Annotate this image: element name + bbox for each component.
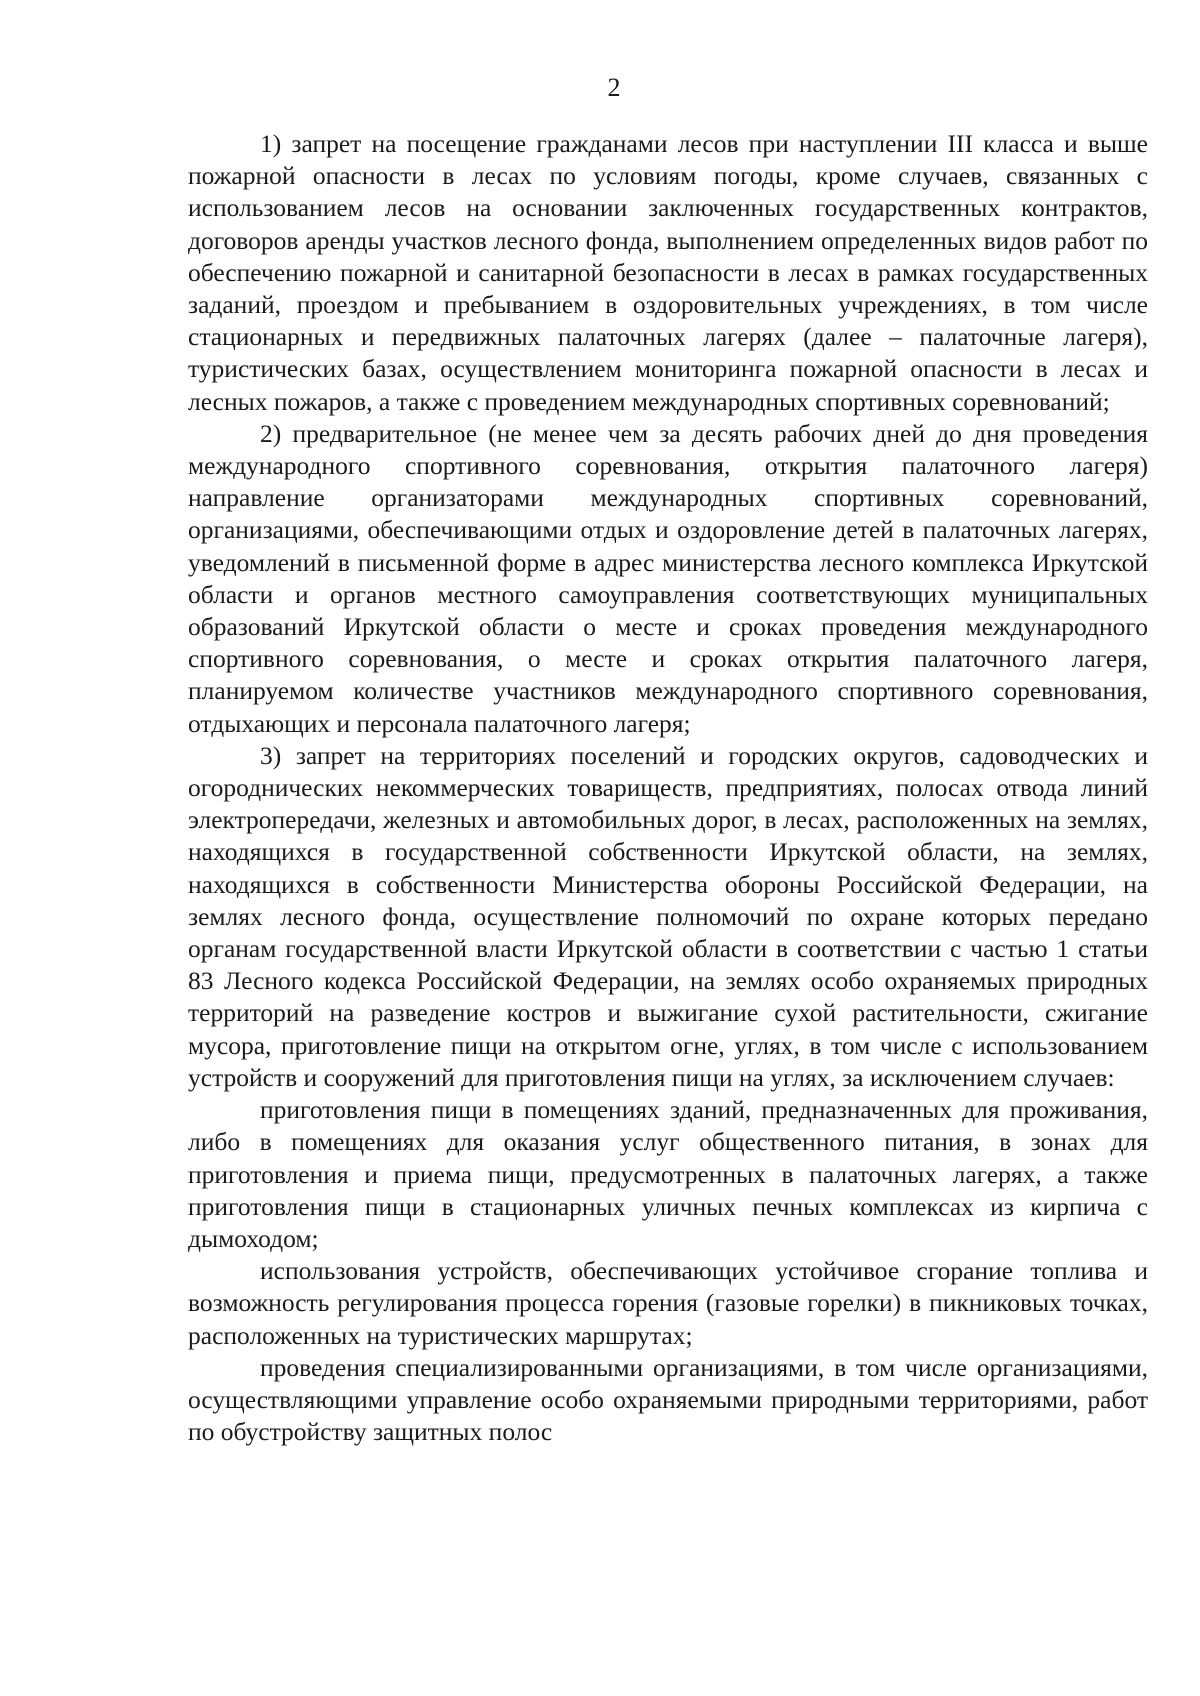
paragraph-exception-burners: использования устройств, обеспечивающих устойчивое сгорание топлива и возможность регулирования процесса горения (газовые горелки) в пикниковых точках, расположенных на туристических маршрутах; [188,1256,1148,1350]
page-number: 2 [607,73,621,102]
paragraph-item-2: 2) предварительное (не менее чем за десять рабочих дней до дня проведения международного спортивного соревнования, открытия палаточного лагеря) направление организаторами международных спортивных соревнований, организациями, обеспечивающими отдых и оздоровление детей в палаточных лагерях, уведомлений в письменной форме в адрес министерства лесного комплекса Иркутской области и органов местного самоуправления соответствующих муниципальных образований Иркутской области о месте и сроках проведения международного спортивного соревнования, о месте и сроках открытия палаточного лагеря, планируемом количестве участников международного спортивного соревнования, отдыхающих и персонала палаточного лагеря; [188,418,1148,738]
document-body [188,128,1148,1448]
paragraph-item-1: 1) запрет на посещение гражданами лесов при наступлении III класса и выше пожарной опасности в лесах по условиям погоды, кроме случаев, связанных с использованием лесов на основании заключенных государственных контрактов, договоров аренды участков лесного фонда, выполнением определенных видов работ по обеспечению пожарной и санитарной безопасности в лесах в рамках государственных заданий, проездом и пребыванием в оздоровительных учреждениях, в том числе стационарных и передвижных палаточных лагерях (далее – палаточные лагеря), туристических базах, осуществлением мониторинга пожарной опасности в лесах и лесных пожаров, а также с проведением международных спортивных соревнований; [188,129,1148,416]
paragraph-exception-protective-strips: проведения специализированными организациями, в том числе организациями, осуществляющими управление особо охраняемыми природными территориями, работ по обустройству защитных полос [188,1352,1148,1447]
paragraph-item-3: 3) запрет на территориях поселений и городских округов, садоводческих и огороднических некоммерческих товариществ, предприятиях, полосах отвода линий электропередачи, железных и автомобильных дорог, в лесах, расположенных на землях, находящихся в государственной собственности Иркутской области, на землях, находящихся в собственности Министерства обороны Российской Федерации, на землях лесного фонда, осуществление полномочий по охране которых передано органам государственной власти Иркутской области в соответствии с частью 1 статьи 83 Лесного кодекса Российской Федерации, на землях особо охраняемых природных территорий на разведение костров и выжигание сухой растительности, сжигание мусора, приготовление пищи на открытом огне, углях, в том числе с использованием устройств и сооружений для приготовления пищи на углях, за исключением случаев: [188,740,1148,1092]
paragraph-exception-cooking: приготовления пищи в помещениях зданий, предназначенных для проживания, либо в помещениях для оказания услуг общественного питания, в зонах для приготовления и приема пищи, предусмотренных в палаточных лагерях, а также приготовления пищи в стационарных уличных печных комплексах из кирпича с дымоходом; [188,1095,1148,1253]
